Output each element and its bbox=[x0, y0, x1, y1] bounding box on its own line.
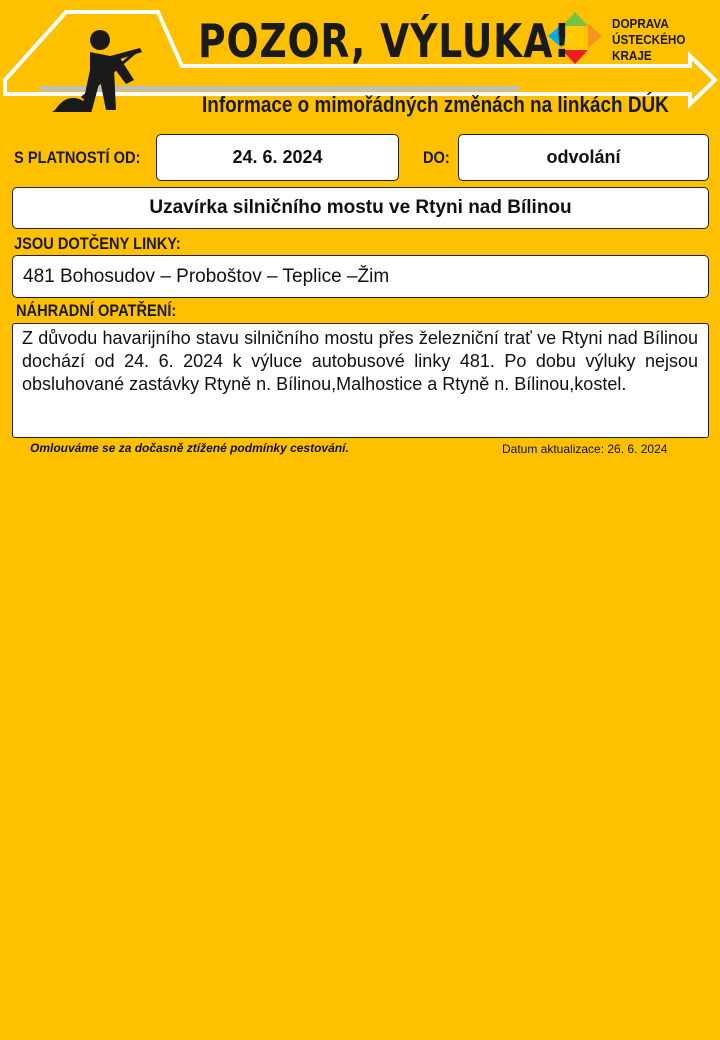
valid-from-value: 24. 6. 2024 bbox=[232, 147, 323, 167]
lines-label: JSOU DOTČENY LINKY: bbox=[14, 234, 181, 253]
apology-text: Omlouváme se za dočasně ztížené podmínky cestování. bbox=[30, 441, 349, 455]
updated-date: Datum aktualizace: 26. 6. 2024 bbox=[502, 442, 668, 456]
valid-to-label: DO: bbox=[423, 148, 450, 167]
brand-line: KRAJE bbox=[612, 48, 652, 63]
valid-from-box bbox=[156, 134, 399, 181]
brand-name bbox=[612, 16, 685, 64]
valid-from-label: S PLATNOSTÍ OD: bbox=[14, 148, 141, 167]
page-subtitle: Informace o mimořádných změnách na linkách DÚK bbox=[202, 92, 669, 117]
header-banner bbox=[0, 0, 720, 128]
lines-value: 481 Bohosudov – Proboštov – Teplice –Žim bbox=[23, 265, 390, 287]
brand-line: DOPRAVA bbox=[612, 16, 669, 31]
lines-box bbox=[12, 255, 709, 298]
brand-line: ÚSTECKÉHO bbox=[612, 32, 686, 47]
measures-box bbox=[12, 323, 709, 438]
roadworker-icon bbox=[52, 30, 142, 112]
valid-to-value: odvolání bbox=[546, 147, 621, 167]
page-title: POZOR, VÝLUKA! bbox=[198, 14, 572, 68]
measures-text: Z důvodu havarijního stavu silničního mostu přes železniční trať ve Rtyni nad Bílinou dochází od 24. 6. 2024 k výluce autobusové linky 481. Po dobu výluky nejsou obsluhované zastávky Rtyně n. Bílinou,Malhostice a Rtyně n. Bílinou,kostel. bbox=[22, 328, 698, 394]
valid-to-box bbox=[458, 134, 709, 181]
headline-text: Uzavírka silničního mostu ve Rtyni nad Bílinou bbox=[149, 197, 572, 218]
measures-label: NÁHRADNÍ OPATŘENÍ: bbox=[16, 301, 177, 320]
headline-box bbox=[12, 187, 709, 229]
